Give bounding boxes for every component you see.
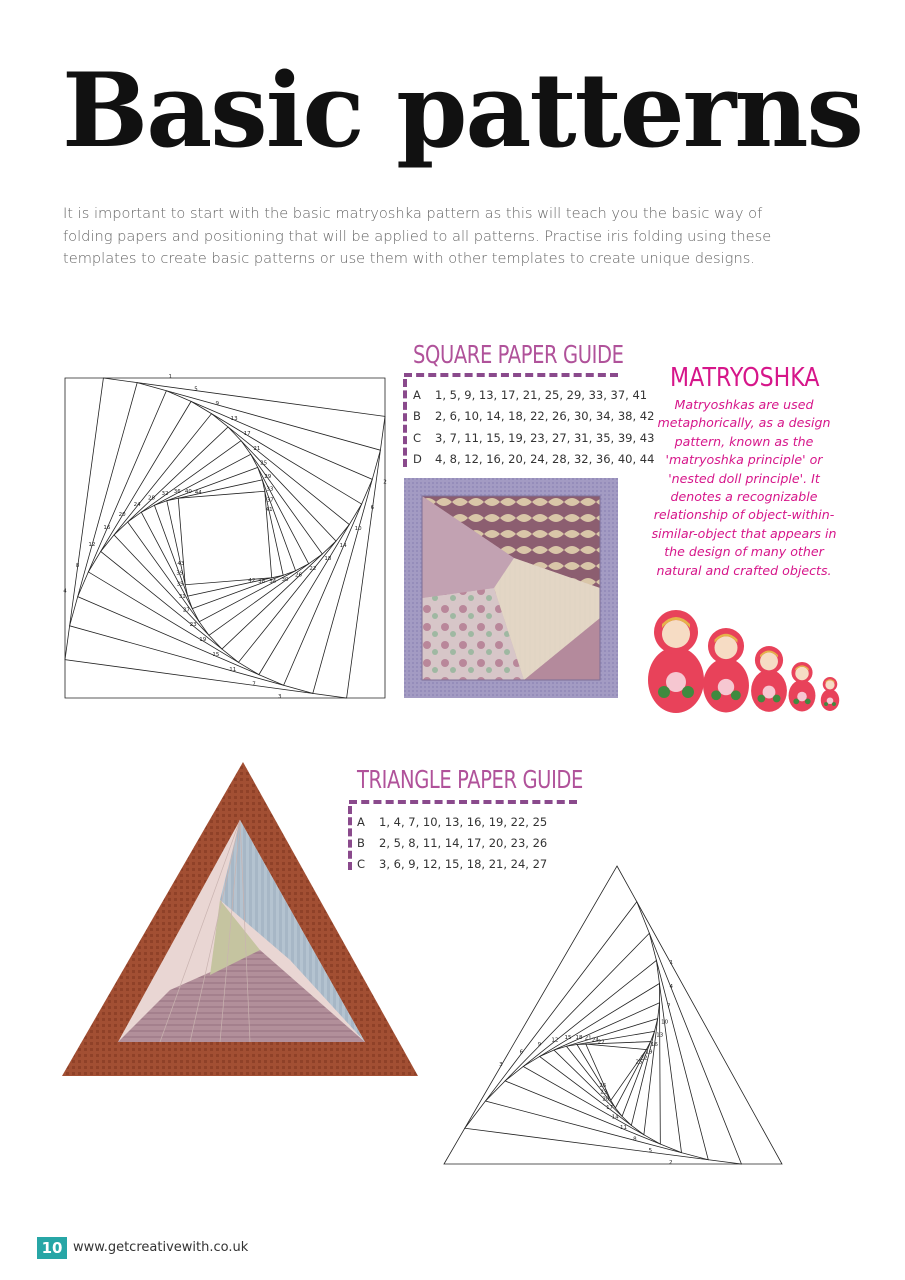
matryoshka-doll: [789, 662, 816, 711]
template-number: 10: [354, 526, 362, 533]
template-number: 4: [63, 588, 67, 595]
guide-value: 3, 6, 9, 12, 15, 18, 21, 24, 27: [379, 857, 548, 871]
template-number: 27: [597, 1039, 605, 1046]
template-number: 39: [176, 570, 184, 577]
guide-key: C: [413, 431, 422, 445]
template-number: 8: [633, 1136, 637, 1143]
template-number: 36: [173, 489, 181, 496]
template-number: 24: [133, 502, 141, 509]
template-number: 18: [324, 556, 332, 563]
template-number: 12: [551, 1037, 559, 1044]
spiral-triangle: [537, 1003, 660, 1135]
template-number: 26: [294, 572, 302, 579]
template-number: 29: [264, 473, 272, 480]
template-number: 7: [666, 1003, 671, 1010]
template-number: 37: [266, 497, 274, 504]
spiral-square: [75, 391, 373, 686]
guide-value: 4, 8, 12, 16, 20, 24, 28, 32, 36, 40, 44: [435, 452, 655, 466]
matryoshka-doll: [751, 646, 787, 712]
template-number: 19: [199, 636, 207, 643]
spiral-triangle: [485, 933, 708, 1159]
guide-value: 1, 5, 9, 13, 17, 21, 25, 29, 33, 37, 41: [435, 388, 648, 402]
template-number: 5: [648, 1148, 653, 1155]
matryoshka-doll: [648, 610, 704, 713]
guide-key: B: [357, 836, 365, 850]
guide-value: 2, 6, 10, 14, 18, 22, 26, 30, 34, 38, 42: [435, 409, 655, 423]
template-number: 3: [277, 694, 282, 700]
template-number: 11: [619, 1125, 627, 1132]
square-outline: [65, 378, 385, 698]
matryoshka-doll: [703, 628, 749, 712]
square-guide-sidebar: [403, 379, 407, 467]
square-iris-photo: [404, 478, 618, 698]
square-guide-row: [413, 409, 654, 423]
template-number: 42: [248, 578, 256, 585]
page-number: 10: [37, 1237, 67, 1259]
template-number: 3: [499, 1061, 503, 1068]
template-number: 25: [635, 1059, 643, 1066]
spiral-square: [178, 488, 271, 584]
template-number: 9: [537, 1041, 542, 1048]
template-number: 23: [600, 1089, 608, 1096]
triangle-guide-sidebar: [348, 806, 352, 870]
template-number: 17: [606, 1105, 614, 1112]
template-number: 31: [178, 594, 186, 601]
spiral-triangle: [505, 960, 681, 1155]
template-number: 2: [383, 479, 387, 486]
guide-key: C: [357, 857, 366, 871]
template-number: 32: [161, 491, 169, 498]
triangle-guide-row: [357, 815, 547, 829]
spiral-triangle: [586, 1044, 647, 1100]
guide-key: B: [413, 409, 421, 423]
guide-key: A: [413, 388, 421, 402]
template-number: 41: [265, 507, 273, 514]
spiral-square: [114, 427, 336, 649]
template-number: 21: [253, 446, 261, 453]
triangle-guide-row: [357, 836, 547, 850]
square-guide-row: [413, 452, 654, 466]
template-number: 21: [584, 1035, 592, 1042]
square-guide-title: SQUARE PAPER GUIDE: [413, 340, 624, 369]
template-number: 20: [602, 1096, 610, 1103]
template-number: 22: [640, 1055, 648, 1062]
template-number: 12: [88, 541, 96, 548]
template-number: 5: [194, 386, 198, 393]
template-number: 8: [75, 562, 80, 569]
template-number: 20: [118, 511, 126, 518]
template-number: 26: [599, 1083, 607, 1090]
guide-value: 1, 4, 7, 10, 13, 16, 19, 22, 25: [379, 815, 548, 829]
template-number: 27: [182, 607, 190, 614]
template-number: 19: [645, 1049, 653, 1056]
template-number: 15: [212, 652, 220, 659]
footer-url[interactable]: www.getcreativewith.co.uk: [73, 1240, 249, 1255]
square-guide-row: [413, 388, 647, 402]
triangle-guide-title: TRIANGLE PAPER GUIDE: [357, 765, 583, 794]
template-number: 35: [176, 581, 184, 588]
matryoshka-doll: [821, 677, 839, 711]
template-number: 23: [189, 621, 197, 628]
template-number: 40: [184, 488, 192, 495]
guide-key: A: [357, 815, 365, 829]
template-number: 11: [229, 667, 237, 674]
template-number: 7: [252, 681, 256, 688]
template-number: 13: [656, 1032, 664, 1039]
guide-key: D: [413, 452, 422, 466]
matryoshka-dolls-photo: [636, 598, 846, 728]
triangle-iris-template: [442, 864, 784, 1166]
template-number: 16: [650, 1042, 658, 1049]
spiral-square: [88, 401, 361, 674]
spiral-square: [101, 414, 350, 663]
template-number: 2: [669, 1160, 673, 1166]
matryoshka-title: MATRYOSHKA: [670, 363, 820, 393]
template-number: 34: [269, 578, 277, 585]
square-guide-underline: [404, 373, 618, 377]
spiral-triangle: [465, 902, 742, 1164]
template-number: 14: [611, 1114, 619, 1121]
template-number: 28: [148, 495, 156, 502]
matryoshka-text: Matryoshkas are used metaphorically, as a design pattern, known as the 'matryoshka principle' or 'nested doll principle'. It denotes a recognizable relationship of object-within-similar-object that appears in the design of many other natural and crafted objects.: [651, 397, 837, 578]
template-number: 9: [215, 400, 219, 407]
square-guide-row: [413, 431, 654, 445]
triangle-iris-photo: [60, 760, 420, 1078]
intro-paragraph: It is important to start with the basic matryoshka pattern as this will teach you the basic way of folding papers and positioning that will be applied to all patterns. Practise iris folding using these templates to create basic patterns or use them with other templates to create unique designs.: [63, 205, 772, 267]
spiral-square: [65, 378, 385, 698]
template-number: 4: [669, 984, 673, 991]
template-number: 1: [168, 374, 173, 380]
template-number: 6: [519, 1049, 524, 1056]
guide-value: 3, 7, 11, 15, 19, 23, 27, 31, 35, 39, 43: [435, 431, 655, 445]
template-number: 18: [575, 1034, 583, 1041]
template-number: 30: [281, 576, 289, 583]
template-number: 6: [370, 505, 375, 512]
template-number: 33: [266, 486, 274, 493]
template-number: 15: [564, 1035, 572, 1042]
page-title: Basic patterns: [62, 51, 862, 171]
template-number: 44: [194, 489, 202, 496]
template-number: 24: [591, 1037, 599, 1044]
template-number: 14: [339, 543, 347, 550]
spiral-square: [70, 383, 381, 694]
template-number: 13: [230, 415, 238, 422]
template-number: 38: [258, 579, 266, 586]
template-number: 25: [260, 460, 268, 467]
triangle-guide-underline: [349, 800, 577, 804]
square-iris-template: [63, 374, 387, 700]
template-number: 17: [243, 431, 251, 438]
template-number: 22: [309, 565, 317, 572]
template-number: 1: [669, 960, 674, 967]
template-number: 16: [103, 524, 111, 531]
spiral-square: [128, 441, 323, 636]
template-number: 10: [661, 1019, 669, 1026]
guide-value: 2, 5, 8, 11, 14, 17, 20, 23, 26: [379, 836, 548, 850]
template-number: 43: [177, 560, 185, 567]
